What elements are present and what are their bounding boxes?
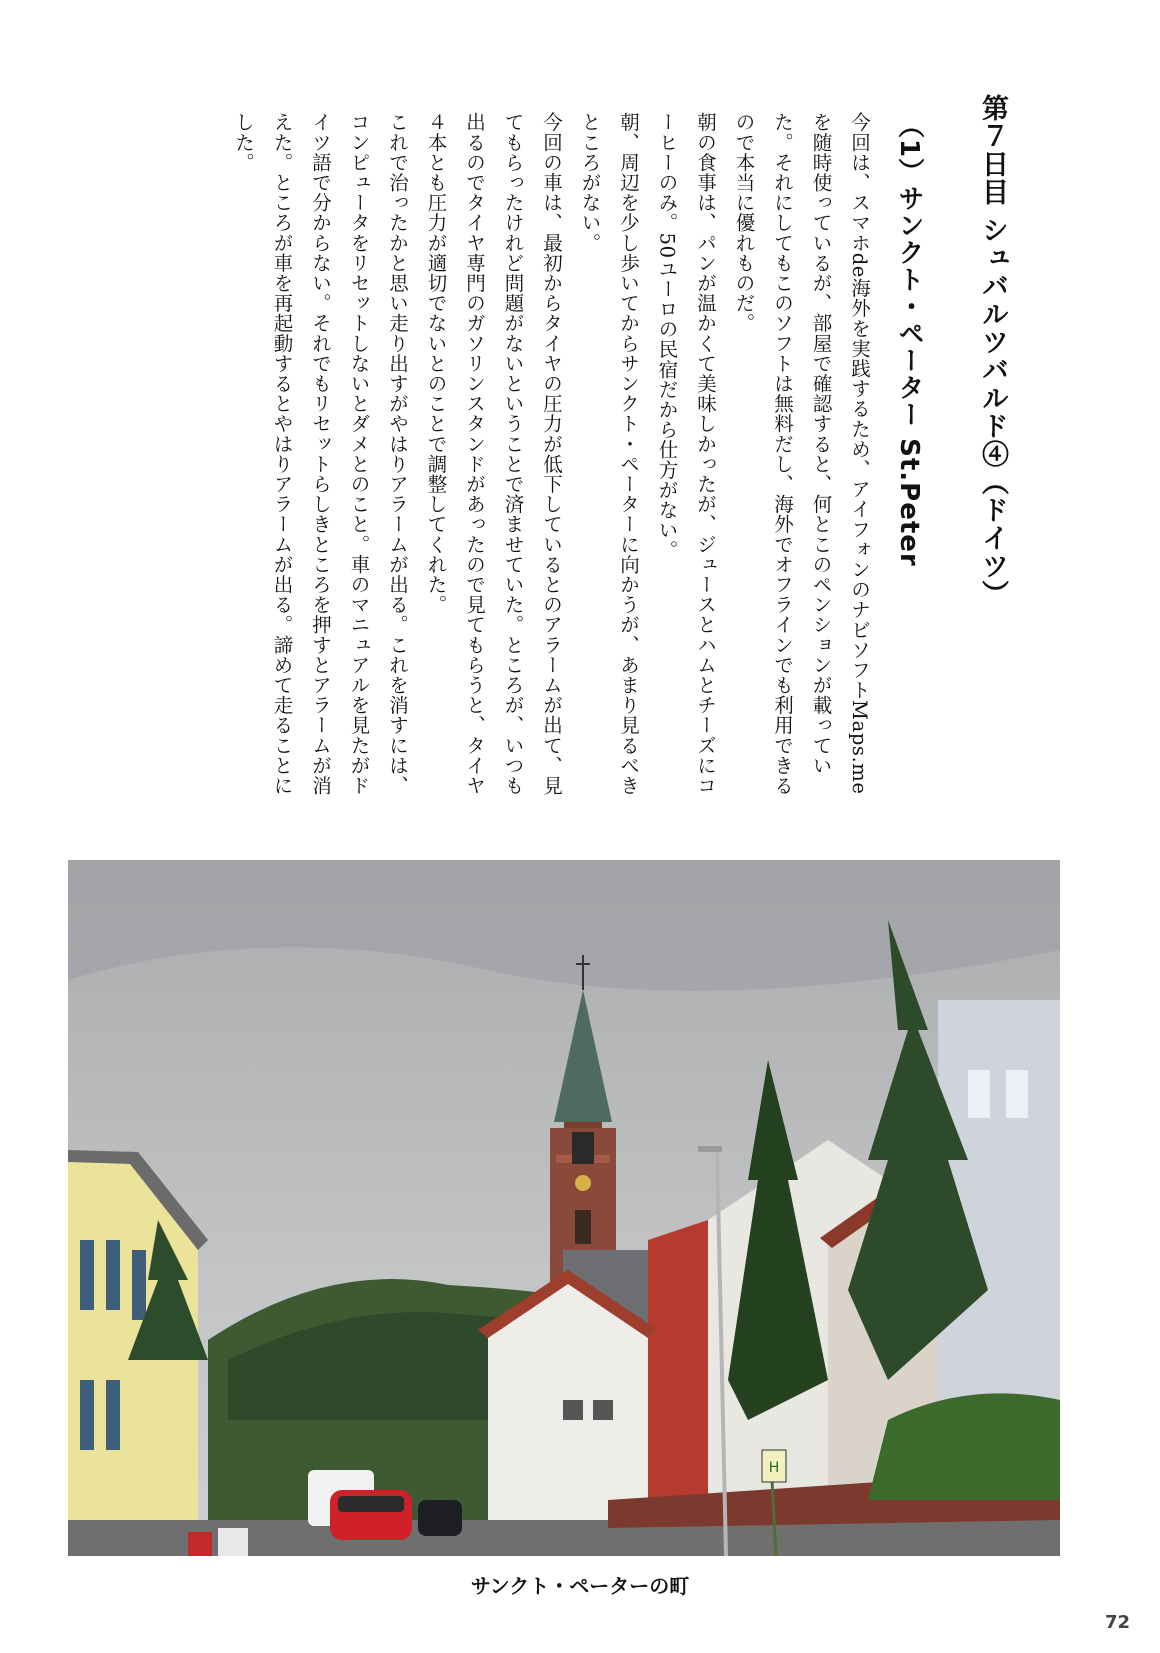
body-text	[224, 112, 879, 812]
section-heading: （1）サンクト・ペーター St.Peter	[894, 112, 924, 567]
paragraph-2: 朝の食事は、パンが温かくて美味しかったが、ジュースとハムとチーズにコーヒーのみ。50ユーロの民宿だから仕方がない。	[655, 112, 717, 796]
paragraph-3: 朝、周辺を少し歩いてからサンクト・ペーターに向かうが、あまり見るべきところがない。	[578, 112, 640, 796]
page-number: 72	[1104, 1612, 1130, 1633]
bus-stop-sign-text: H	[768, 1460, 780, 1476]
chapter-title: 第７日目 シュバルツバルド④（ドイツ）	[977, 94, 1008, 609]
photo-caption: サンクト・ペーターの町	[470, 1574, 690, 1598]
photo-illustration	[68, 860, 1060, 1556]
road	[68, 1520, 1060, 1556]
paragraph-5: これで治ったかと思い走り出すがやはりアラームが出る。これを消すには、コンピュータをリセットしないとダメとのこと。車のマニュアルを見たがドイツ語で分からない。それでもリセットらしきところを押すとアラームが消えた。ところが車を再起動するとやはりアラームが出る。諦めて走ることにした。	[232, 112, 409, 796]
paragraph-1: 今回は、スマホde海外を実践するため、アイフォンのナビソフトMaps.meを随時使っているが、部屋で確認すると、何とこのペンションが載っていた。それにしてもこのソフトは無料だし、海外でオフラインでも利用できるので本当に優れものだ。	[732, 112, 871, 796]
clock-icon	[575, 1175, 591, 1191]
paragraph-4: 今回の車は、最初からタイヤの圧力が低下しているとのアラームが出て、見てもらったけれど問題がないということで済ませていた。ところが、いつも出るのでタイヤ専門のガソリンスタンドがあったので見てもらうと、タイヤ４本とも圧力が適切でないとのことで調整してくれた。	[424, 112, 563, 796]
street-photo	[68, 860, 1060, 1556]
